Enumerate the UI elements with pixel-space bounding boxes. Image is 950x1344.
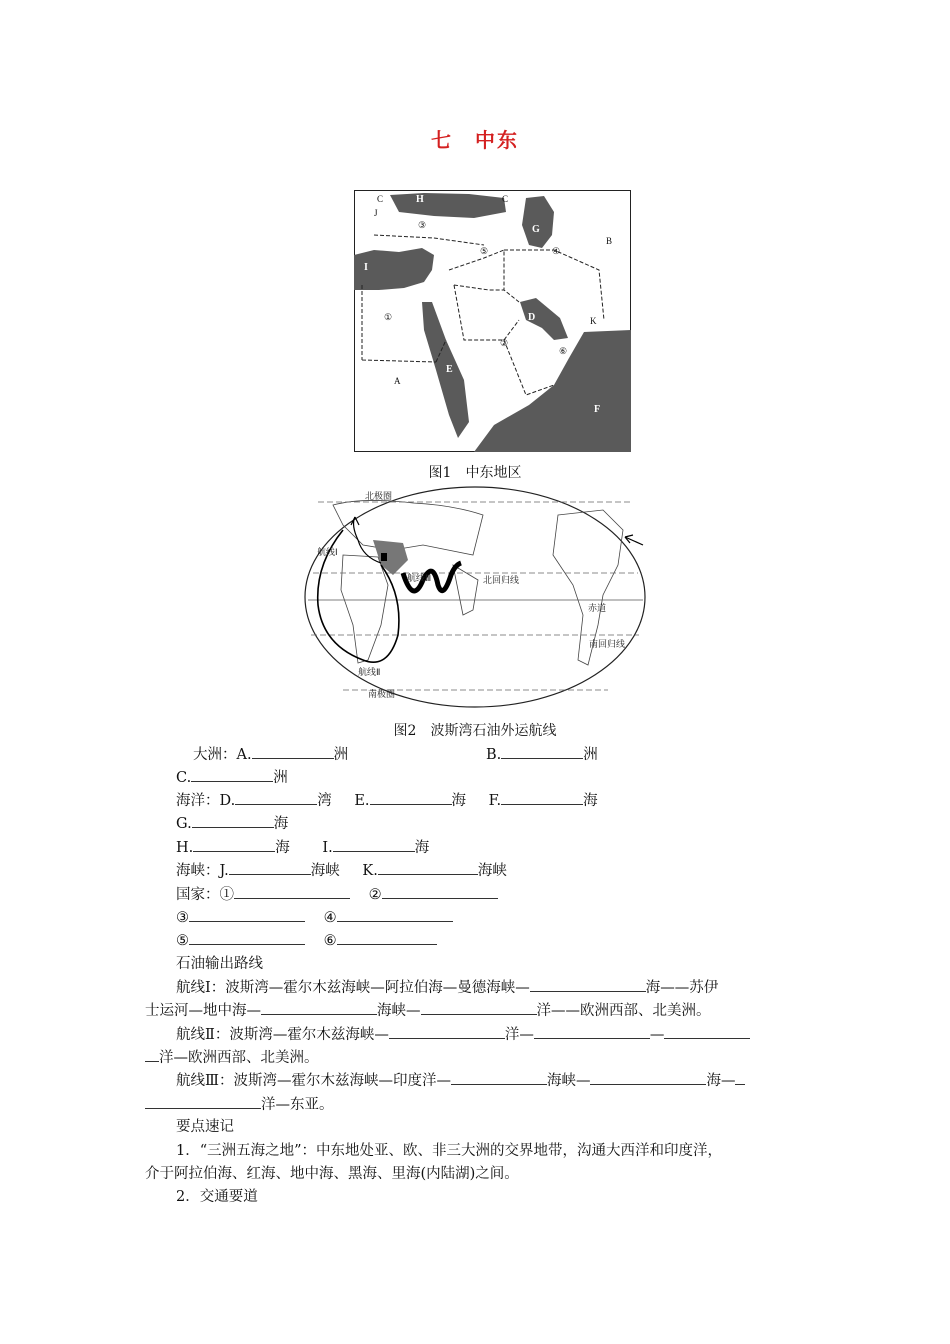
route3-line-1: 航线Ⅲ：波斯湾—霍尔木兹海峡—印度洋— 海峡— 海— — [176, 1070, 745, 1091]
title-text: 中东 — [475, 128, 519, 152]
map1-label-c-east: C — [502, 194, 509, 204]
countries-line-3: ⑤ ⑥ — [176, 930, 437, 951]
blank-route3-strait[interactable] — [451, 1070, 547, 1085]
blank-f[interactable] — [501, 790, 583, 805]
map2-label-route2: 航线Ⅱ — [358, 668, 381, 678]
page-title — [0, 124, 950, 153]
map2-label-equator: 赤道 — [588, 604, 607, 614]
countries-line-2: ③ ④ — [176, 907, 453, 928]
continent-c-line: C. 洲 — [176, 767, 288, 788]
route1-line-1: 航线Ⅰ：波斯湾—霍尔木兹海峡—阿拉伯海—曼德海峡— 海——苏伊 — [176, 977, 718, 998]
title-number: 七 — [431, 128, 453, 152]
map1-label-country-6: ⑥ — [559, 346, 568, 356]
oceans-line: 海洋：D. 湾 E. 海 F. 海 — [176, 790, 598, 811]
note-1-line-1: 1．“三洲五海之地”：中东地处亚、欧、非三大洲的交界地带，沟通大西洋和印度洋， — [176, 1143, 723, 1159]
blank-a[interactable] — [252, 744, 334, 759]
map1-label-c-north: C — [377, 194, 384, 204]
map1-label-country-3: ③ — [418, 220, 427, 230]
blank-country-4[interactable] — [337, 907, 453, 922]
blank-j[interactable] — [229, 860, 311, 875]
map2-label-antarctic-circle: 南极圈 — [368, 690, 396, 700]
blank-d[interactable] — [235, 790, 317, 805]
notes-heading: 要点速记 — [176, 1119, 234, 1135]
map1-label-f: F — [594, 404, 601, 415]
blank-route1-strait[interactable] — [261, 1000, 377, 1015]
blank-i[interactable] — [333, 837, 415, 852]
blank-route3-sea[interactable] — [590, 1070, 706, 1085]
countries-line: 国家：① ② — [176, 884, 498, 905]
oil-routes-world-map — [303, 485, 648, 710]
blank-country-3[interactable] — [189, 907, 305, 922]
map1-label-country-5: ⑤ — [480, 246, 489, 256]
blank-country-6[interactable] — [337, 930, 437, 945]
blank-g[interactable] — [192, 813, 274, 828]
map1-label-h: H — [416, 194, 424, 205]
map1-label-e: E — [446, 364, 453, 375]
map2-label-arctic-circle: 北极圈 — [365, 492, 393, 502]
map2-label-route1: 航线Ⅰ — [317, 548, 338, 558]
note-2: 2．交通要道 — [176, 1189, 258, 1205]
blank-route2-ocean[interactable] — [389, 1024, 505, 1039]
continent-b-line: B. 洲 — [486, 744, 598, 765]
route3-line-2: 洋—东亚。 — [145, 1094, 334, 1115]
blank-c[interactable] — [191, 767, 273, 782]
blank-country-5[interactable] — [189, 930, 305, 945]
note-1-line-2: 介于阿拉伯海、红海、地中海、黑海、里海(内陆湖)之间。 — [145, 1166, 519, 1182]
map1-label-country-4: ④ — [552, 246, 561, 256]
blank-country-2[interactable] — [382, 884, 498, 899]
map1-label-country-1: ① — [384, 312, 393, 322]
blank-route2-cape[interactable] — [534, 1024, 650, 1039]
blank-route2-ocean-2a[interactable] — [664, 1024, 750, 1039]
map2-label-tropic-cancer: 北回归线 — [483, 576, 520, 586]
sea-g-line: G. 海 — [176, 813, 288, 834]
blank-route1-ocean[interactable] — [421, 1000, 537, 1015]
map1-label-b: B — [606, 236, 613, 246]
continents-line: 大洲：A. 洲 — [193, 744, 348, 765]
blank-route1-sea[interactable] — [530, 977, 646, 992]
blank-h[interactable] — [193, 837, 275, 852]
map1-label-j: J — [374, 208, 378, 218]
route2-line-1: 航线Ⅱ：波斯湾—霍尔木兹海峡— 洋— — — [176, 1024, 750, 1045]
sea-h-i-line: H. 海 I. 海 — [176, 837, 429, 858]
straits-line: 海峡：J. 海峡 K. 海峡 — [176, 860, 507, 881]
map1-label-i: I — [364, 262, 368, 273]
blank-b[interactable] — [501, 744, 583, 759]
blank-route3-ocean-a[interactable] — [735, 1070, 745, 1085]
map2-label-tropic-capricorn: 南回归线 — [589, 640, 626, 650]
map1-label-country-2: ② — [500, 338, 509, 348]
middle-east-map — [354, 190, 631, 452]
routes-heading: 石油输出路线 — [176, 956, 263, 972]
route2-line-2: 洋—欧洲西部、北美洲。 — [145, 1047, 319, 1068]
blank-e[interactable] — [370, 790, 452, 805]
map1-label-d: D — [528, 312, 536, 323]
figure1-caption: 图1 中东地区 — [428, 465, 522, 481]
route1-line-2: 士运河—地中海— 海峡— 洋——欧洲西部、北美洲。 — [145, 1000, 711, 1021]
map1-label-g: G — [532, 224, 540, 235]
figure2-caption: 图2 波斯湾石油外运航线 — [393, 723, 557, 739]
blank-k[interactable] — [378, 860, 478, 875]
blank-country-1[interactable] — [234, 884, 350, 899]
blank-route3-ocean-b[interactable] — [145, 1094, 261, 1109]
blank-route2-ocean-2b[interactable] — [145, 1047, 159, 1062]
map1-label-a: A — [394, 376, 401, 386]
map2-label-route3: 航线Ⅲ — [407, 574, 432, 584]
map1-label-k: K — [590, 316, 597, 326]
